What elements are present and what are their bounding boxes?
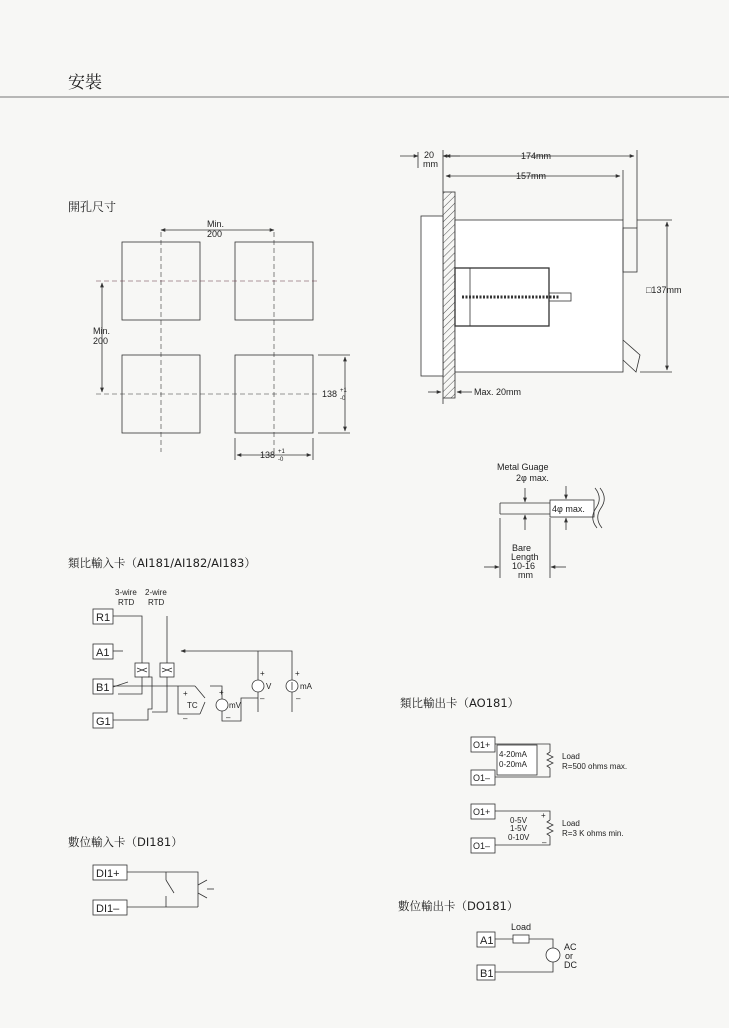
three-wire-rtd: RTD (118, 598, 135, 607)
ao-o1p-2-label: O1+ (473, 807, 491, 817)
three-wire-label: 3-wire (115, 588, 137, 597)
ao-o1m-1-label: O1– (473, 773, 491, 783)
do-dc-label: DC (564, 960, 577, 970)
cutout-title: 開孔尺寸 (68, 200, 117, 214)
rtd3-wire-g1 (113, 677, 152, 720)
terminal-r1-label: R1 (96, 612, 111, 624)
min-value-left: 200 (93, 336, 109, 346)
ma-label: mA (300, 682, 312, 691)
ao-range-2c: 0-10V (508, 833, 530, 842)
max-20-label: Max. 20mm (474, 387, 522, 397)
rtd3-wire-b1 (118, 677, 142, 694)
do-or-label: or (565, 951, 574, 961)
mv-minus: – (226, 713, 231, 722)
wire-detail-labels (497, 462, 585, 580)
ai-title: 類比輸入卡（AI181/AI182/AI183） (68, 556, 256, 570)
ao-range-2a: 0-5V (510, 816, 527, 825)
length-label: Length (511, 552, 539, 562)
mv-source (216, 699, 228, 711)
di-minus-label: DI1– (96, 903, 120, 915)
bare-label: Bare (512, 543, 532, 553)
do-load (513, 935, 529, 943)
v-source (252, 680, 264, 692)
ai-wiring-diagram (93, 609, 298, 728)
rtd2-wire-bottom (152, 677, 167, 712)
di-plus-label: DI1+ (96, 868, 120, 880)
terminal-a1-label: A1 (96, 647, 110, 659)
rear-terminal-upper (623, 228, 637, 272)
side-tol-minus: -0 (340, 396, 346, 402)
v-label: V (266, 682, 272, 691)
v-minus: – (260, 694, 265, 703)
ao-o1p-1-label: O1+ (473, 740, 491, 750)
side-view-diagram (400, 150, 672, 404)
dim-20-value: 20 (424, 150, 435, 160)
ao-load-1-r: R=500 ohms max. (562, 762, 628, 771)
wire-detail-diagram (484, 486, 604, 578)
four-max-label: 4φ max. (552, 504, 585, 514)
bare-unit-label: mm (518, 570, 533, 580)
di-transistor-c (198, 880, 207, 885)
do-ac-dc-source (546, 948, 560, 962)
min-value-top: 200 (207, 229, 223, 239)
do-ac-label: AC (564, 942, 577, 952)
two-wire-label: 2-wire (145, 588, 167, 597)
ao-title: 類比輸出卡（AO181） (400, 696, 520, 710)
page-title: 安裝 (68, 73, 102, 93)
ao2-load-resistor (547, 820, 553, 836)
side-tol-plus: +1 (340, 388, 347, 394)
tc-label: TC (187, 701, 198, 710)
front-bezel (421, 216, 443, 376)
ma-minus: – (296, 694, 301, 703)
ao-minus: – (542, 838, 547, 847)
min-label-left: Min. (93, 326, 111, 336)
di-title: 數位輸入卡（DI181） (68, 835, 183, 849)
di-top-wire (127, 872, 198, 880)
mv-plus: + (219, 688, 224, 697)
do-title: 數位輸出卡（DO181） (398, 899, 519, 913)
do-a1-label: A1 (480, 935, 494, 947)
ao-plus: + (541, 811, 546, 820)
dim-137-label: □137mm (646, 285, 682, 295)
bottom-dimension: 138 (260, 450, 276, 460)
tc-minus: – (183, 714, 188, 723)
ao-range-1b: 0-20mA (499, 760, 528, 769)
two-wire-rtd: RTD (148, 598, 165, 607)
ao1-load-resistor (547, 752, 553, 768)
dim-157-label: 157mm (516, 171, 547, 181)
bare-range-label: 10-16 (512, 561, 536, 571)
di-transistor-e (198, 893, 207, 898)
do-load-label: Load (511, 922, 532, 932)
ao-load-2-r: R=3 K ohms min. (562, 829, 624, 838)
v-plus: + (260, 669, 265, 678)
bottom-tol-plus: +1 (278, 449, 285, 455)
ao-range-2b: 1-5V (510, 824, 527, 833)
a1-line-ma (181, 651, 292, 680)
ao-labels (473, 740, 627, 851)
tc-plus: + (183, 689, 188, 698)
tc-junction-a (195, 686, 205, 698)
terminal-b1-label: B1 (96, 682, 110, 694)
bottom-tol-minus: -0 (278, 457, 284, 463)
rtd3-wire-top (113, 616, 142, 663)
ao-range-1a: 4-20mA (499, 750, 528, 759)
terminal-g1-label: G1 (96, 716, 111, 728)
ao-o1m-2-label: O1– (473, 841, 491, 851)
ma-plus: + (295, 669, 300, 678)
do-bottom-wire (495, 962, 553, 972)
di-switch-blade (166, 880, 174, 893)
do-top-wire-b (529, 939, 553, 948)
panel-wall (443, 192, 455, 398)
ai-labels (96, 588, 313, 728)
metal-guage-label: Metal Guage (497, 462, 549, 472)
side-dimension: 138 (322, 389, 338, 399)
dim-20-unit: mm (423, 159, 438, 169)
ao-load-1: Load (562, 752, 580, 761)
di-labels (96, 868, 120, 915)
tc-junction-b (200, 702, 205, 714)
do-b1-label: B1 (480, 968, 494, 980)
mv-label: mV (229, 701, 241, 710)
ao-load-2: Load (562, 819, 580, 828)
rear-terminal-lower (623, 340, 640, 372)
min-label-top: Min. (207, 219, 225, 229)
cutout-labels (93, 219, 348, 463)
dim-174-label: 174mm (521, 151, 552, 161)
two-max-label: 2φ max. (516, 473, 549, 483)
